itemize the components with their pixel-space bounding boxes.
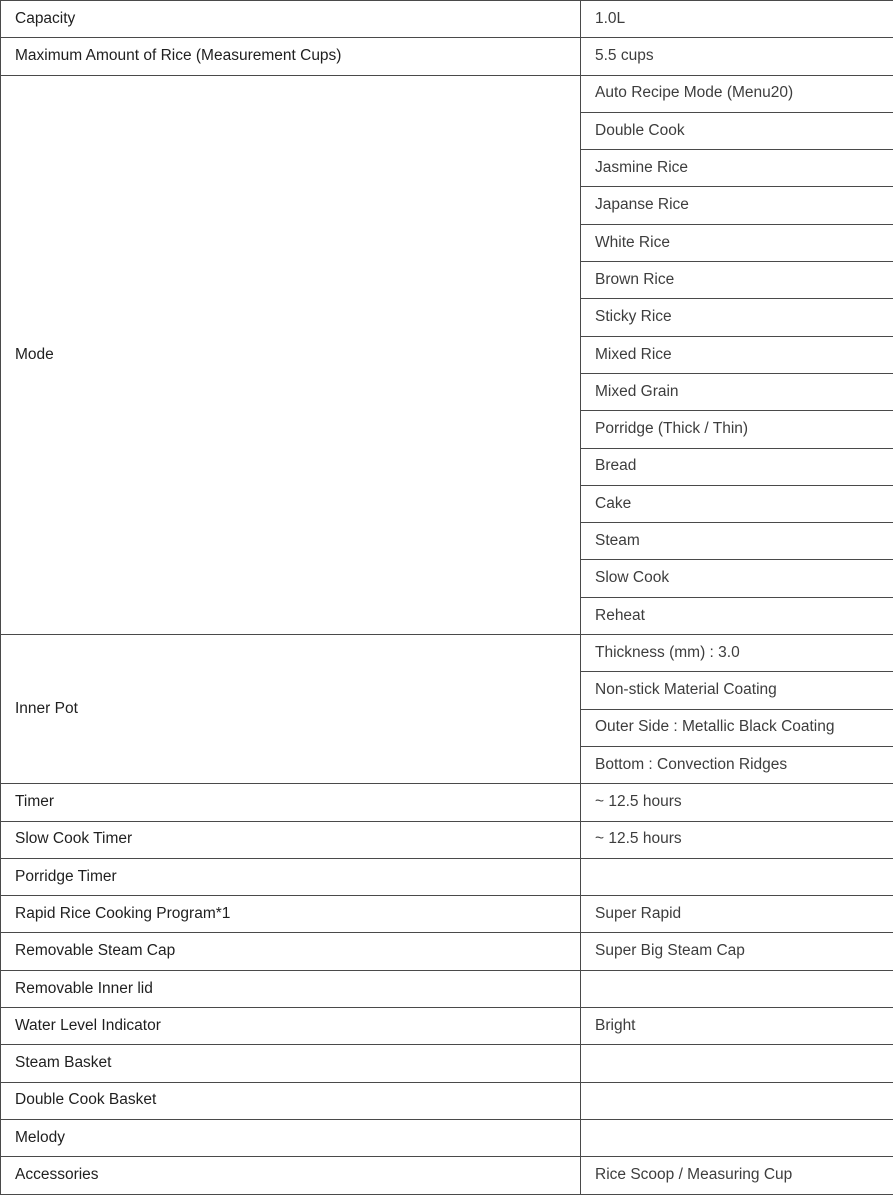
- spec-value-cell: ~ 12.5 hours: [581, 821, 893, 858]
- spec-value-cell: Thickness (mm) : 3.0: [581, 635, 893, 672]
- spec-value-cell: Auto Recipe Mode (Menu20): [581, 75, 893, 112]
- spec-value-cell: Outer Side : Metallic Black Coating: [581, 709, 893, 746]
- spec-value-cell: Sticky Rice: [581, 299, 893, 336]
- spec-label-cell: Maximum Amount of Rice (Measurement Cups): [1, 38, 581, 75]
- spec-label-cell: Timer: [1, 784, 581, 821]
- table-row: [1, 821, 893, 858]
- spec-label-cell: Steam Basket: [1, 1045, 581, 1082]
- spec-value-cell: Cake: [581, 485, 893, 522]
- spec-value-cell: [581, 970, 893, 1007]
- table-row: [1, 1157, 893, 1194]
- spec-label-cell: Inner Pot: [1, 635, 581, 784]
- spec-value-cell: Mixed Rice: [581, 336, 893, 373]
- specification-table-body: [1, 1, 893, 1195]
- table-row: [1, 1119, 893, 1156]
- spec-value-cell: [581, 1119, 893, 1156]
- spec-value-cell: [581, 1045, 893, 1082]
- table-row: [1, 635, 893, 672]
- spec-value-cell: Mixed Grain: [581, 373, 893, 410]
- spec-value-cell: Japanse Rice: [581, 187, 893, 224]
- spec-label-cell: Removable Steam Cap: [1, 933, 581, 970]
- table-row: [1, 1008, 893, 1045]
- spec-label-cell: Double Cook Basket: [1, 1082, 581, 1119]
- spec-value-cell: Brown Rice: [581, 262, 893, 299]
- spec-label-cell: Water Level Indicator: [1, 1008, 581, 1045]
- table-row: [1, 858, 893, 895]
- table-row: [1, 75, 893, 112]
- spec-label-cell: Porridge Timer: [1, 858, 581, 895]
- spec-value-cell: Bottom : Convection Ridges: [581, 746, 893, 783]
- spec-label-cell: Removable Inner lid: [1, 970, 581, 1007]
- spec-value-cell: Slow Cook: [581, 560, 893, 597]
- table-row: [1, 784, 893, 821]
- table-row: [1, 1, 893, 38]
- spec-value-cell: 5.5 cups: [581, 38, 893, 75]
- spec-value-cell: Bread: [581, 448, 893, 485]
- spec-label-cell: Capacity: [1, 1, 581, 38]
- spec-value-cell: ~ 12.5 hours: [581, 784, 893, 821]
- spec-value-cell: Non-stick Material Coating: [581, 672, 893, 709]
- spec-label-cell: Slow Cook Timer: [1, 821, 581, 858]
- spec-value-cell: Jasmine Rice: [581, 150, 893, 187]
- table-row: [1, 1045, 893, 1082]
- spec-value-cell: Reheat: [581, 597, 893, 634]
- spec-value-cell: White Rice: [581, 224, 893, 261]
- spec-label-cell: Mode: [1, 75, 581, 634]
- spec-label-cell: Melody: [1, 1119, 581, 1156]
- spec-value-cell: [581, 858, 893, 895]
- spec-value-cell: Steam: [581, 523, 893, 560]
- table-row: [1, 1082, 893, 1119]
- table-row: [1, 970, 893, 1007]
- spec-value-cell: Rice Scoop / Measuring Cup: [581, 1157, 893, 1194]
- spec-value-cell: Double Cook: [581, 112, 893, 149]
- spec-value-cell: Bright: [581, 1008, 893, 1045]
- spec-value-cell: Porridge (Thick / Thin): [581, 411, 893, 448]
- spec-value-cell: Super Big Steam Cap: [581, 933, 893, 970]
- spec-value-cell: 1.0L: [581, 1, 893, 38]
- table-row: [1, 38, 893, 75]
- spec-label-cell: Accessories: [1, 1157, 581, 1194]
- table-row: [1, 896, 893, 933]
- spec-value-cell: [581, 1082, 893, 1119]
- spec-label-cell: Rapid Rice Cooking Program*1: [1, 896, 581, 933]
- table-row: [1, 933, 893, 970]
- spec-value-cell: Super Rapid: [581, 896, 893, 933]
